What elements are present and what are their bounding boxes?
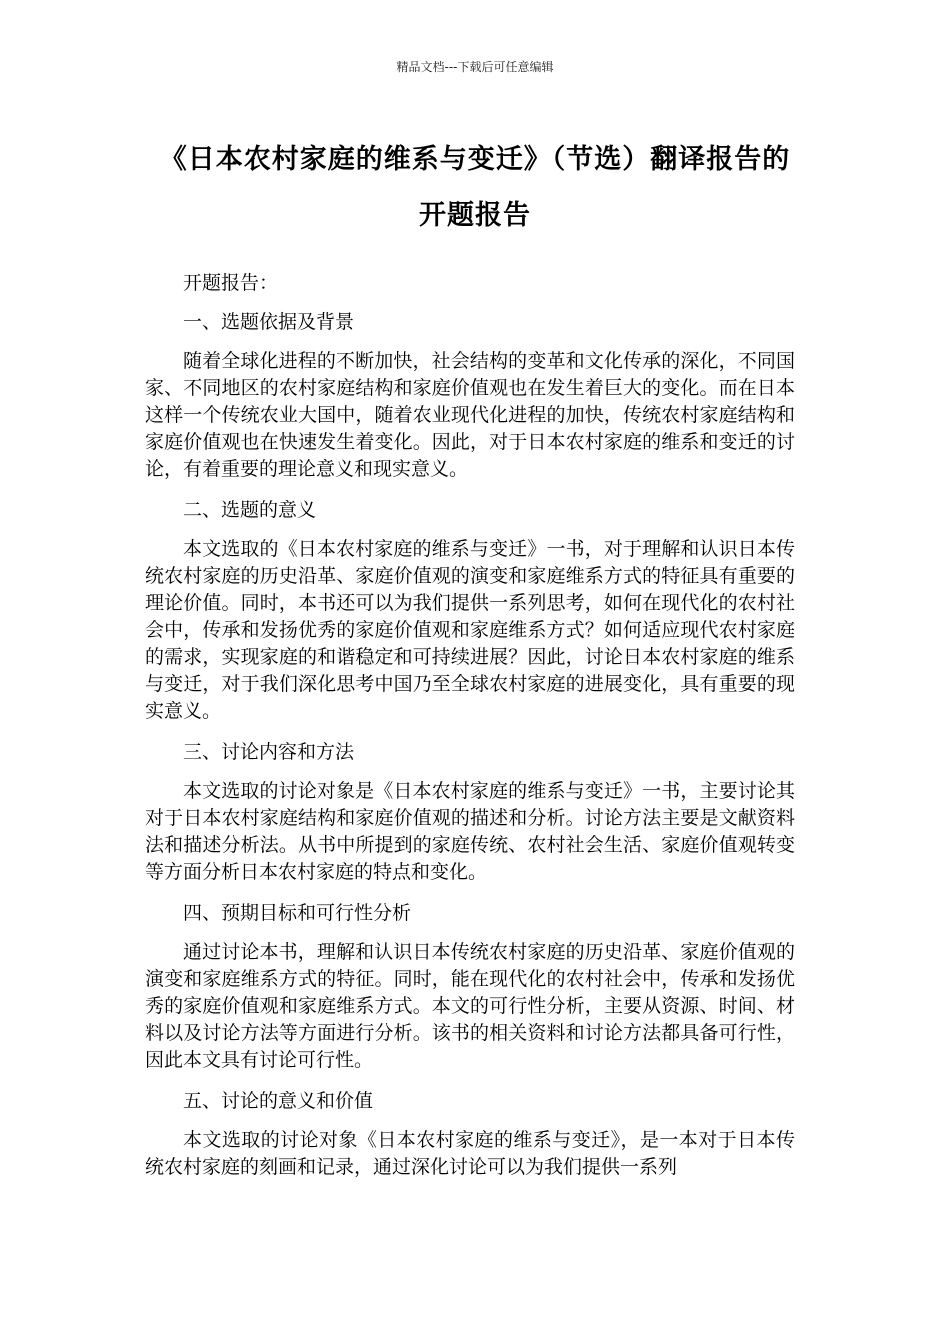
section-3-paragraph: 本文选取的讨论对象是《日本农村家庭的维系与变迁》一书，主要讨论其对于日本农村家庭结构和家庭价值观的描述和分析。讨论方法主要是文献资料法和描述分析法。从书中所提到的家庭传统、农村社会生活、家庭价值观转变等方面分析日本农村家庭的特点和变化。 bbox=[145, 780, 795, 883]
section-4-heading: 四、预期目标和可行性分析 bbox=[183, 902, 412, 924]
section-1-heading: 一、选题依据及背景 bbox=[183, 311, 355, 333]
section-2-heading: 二、选题的意义 bbox=[183, 499, 317, 521]
section-5-heading: 五、讨论的意义和价值 bbox=[183, 1090, 374, 1112]
title-line-2: 开题报告 bbox=[419, 200, 531, 231]
section-3-heading: 三、讨论内容和方法 bbox=[183, 741, 355, 763]
document-body bbox=[145, 270, 795, 1195]
title-line-1: 《日本农村家庭的维系与变迁》（节选）翻译报告的 bbox=[159, 144, 791, 175]
intro-label: 开题报告： bbox=[183, 272, 279, 294]
section-4-paragraph: 通过讨论本书，理解和认识日本传统农村家庭的历史沿革、家庭价值观的演变和家庭维系方式的特征。同时，能在现代化的农村社会中，传承和发扬优秀的家庭价值观和家庭维系方式。本文的可行性分析，主要从资源、时间、材料以及讨论方法等方面进行分析。该书的相关资料和讨论方法都具备可行性，因此本文具有讨论可行性。 bbox=[145, 941, 795, 1071]
section-2-paragraph: 本文选取的《日本农村家庭的维系与变迁》一书，对于理解和认识日本传统农村家庭的历史沿革、家庭价值观的演变和家庭维系方式的特征具有重要的理论价值。同时，本书还可以为我们提供一系列思考，如何在现代化的农村社会中，传承和发扬优秀的家庭价值观和家庭维系方式？如何适应现代农村家庭的需求，实现家庭的和谐稳定和可持续进展？因此，讨论日本农村家庭的维系与变迁，对于我们深化思考中国乃至全球农村家庭的进展变化，具有重要的现实意义。 bbox=[145, 538, 795, 722]
header-note: 精品文档---下载后可任意编辑 bbox=[396, 60, 554, 74]
section-5-paragraph: 本文选取的讨论对象《日本农村家庭的维系与变迁》，是一本对于日本传统农村家庭的刻画和记录，通过深化讨论可以为我们提供一系列 bbox=[145, 1129, 795, 1178]
document-title bbox=[120, 132, 830, 244]
section-1-paragraph: 随着全球化进程的不断加快，社会结构的变革和文化传承的深化，不同国家、不同地区的农村家庭结构和家庭价值观也在发生着巨大的变化。而在日本这样一个传统农业大国中，随着农业现代化进程的加快，传统农村家庭结构和家庭价值观也在快速发生着变化。因此，对于日本农村家庭的维系和变迁的讨论，有着重要的理论意义和现实意义。 bbox=[145, 350, 795, 480]
